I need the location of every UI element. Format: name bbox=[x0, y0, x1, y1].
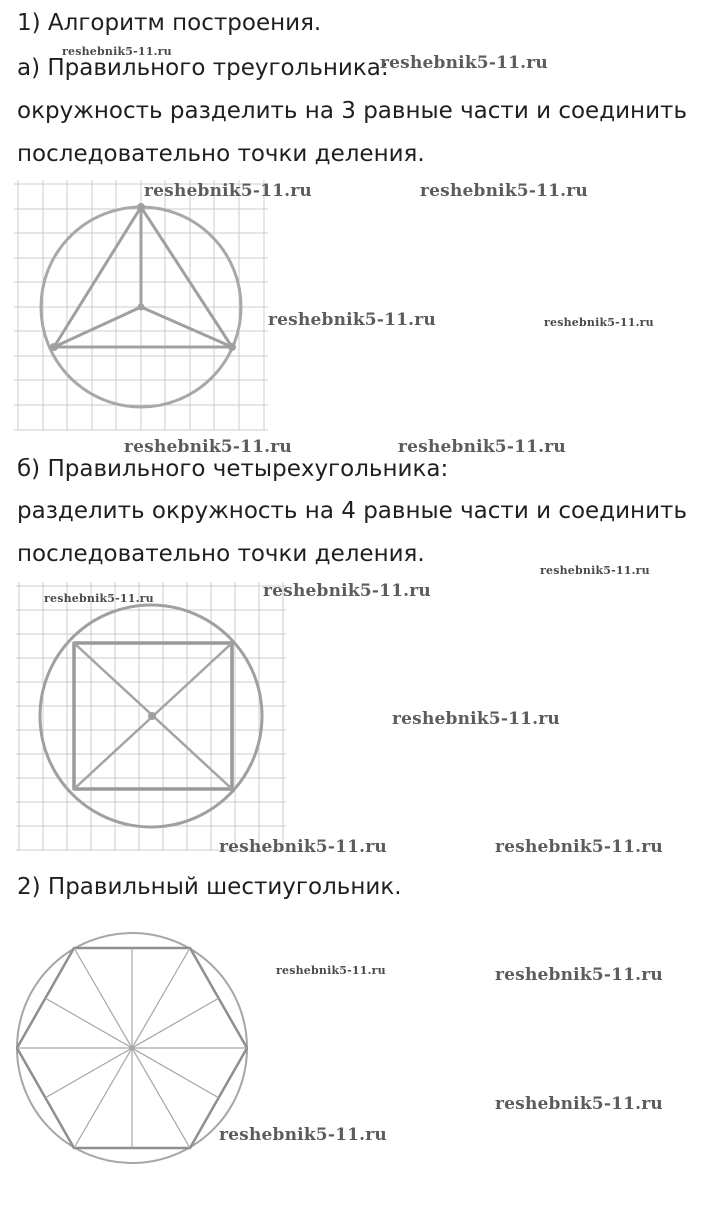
watermark: reshebnik5-11.ru bbox=[392, 709, 560, 729]
watermark: reshebnik5-11.ru bbox=[144, 181, 312, 201]
text-triangle-step-2: последовательно точки деления. bbox=[17, 141, 425, 167]
text-square-step-2: последовательно точки деления. bbox=[17, 541, 425, 567]
subheading-triangle: а) Правильного треугольника: bbox=[17, 55, 389, 81]
watermark: reshebnik5-11.ru bbox=[495, 1094, 663, 1114]
watermark: reshebnik5-11.ru bbox=[219, 1125, 387, 1145]
triangle-vertices bbox=[50, 203, 236, 351]
watermark: reshebnik5-11.ru bbox=[44, 592, 154, 605]
hexagon-inner-lines bbox=[17, 948, 247, 1148]
heading-hexagon: 2) Правильный шестиугольник. bbox=[17, 874, 402, 900]
watermark: reshebnik5-11.ru bbox=[420, 181, 588, 201]
watermark: reshebnik5-11.ru bbox=[276, 964, 386, 977]
text-square-step-1: разделить окружность на 4 равные части и соединить bbox=[17, 498, 687, 524]
subheading-quadrilateral: б) Правильного четырехугольника: bbox=[17, 456, 449, 482]
triangle-figure bbox=[14, 180, 270, 432]
watermark: reshebnik5-11.ru bbox=[540, 564, 650, 577]
watermark: reshebnik5-11.ru bbox=[263, 581, 431, 601]
watermark: reshebnik5-11.ru bbox=[268, 310, 436, 330]
watermark: reshebnik5-11.ru bbox=[398, 437, 566, 457]
watermark: reshebnik5-11.ru bbox=[124, 437, 292, 457]
heading-algorithm: 1) Алгоритм построения. bbox=[17, 10, 322, 36]
watermark: reshebnik5-11.ru bbox=[544, 316, 654, 329]
square-figure bbox=[16, 582, 288, 852]
watermark: reshebnik5-11.ru bbox=[495, 837, 663, 857]
watermark: reshebnik5-11.ru bbox=[219, 837, 387, 857]
watermark: reshebnik5-11.ru bbox=[380, 53, 548, 73]
text-triangle-step-1: окружность разделить на 3 равные части и соединить bbox=[17, 98, 687, 124]
watermark: reshebnik5-11.ru bbox=[495, 965, 663, 985]
watermark: reshebnik5-11.ru bbox=[62, 45, 172, 58]
square-center bbox=[148, 712, 156, 720]
